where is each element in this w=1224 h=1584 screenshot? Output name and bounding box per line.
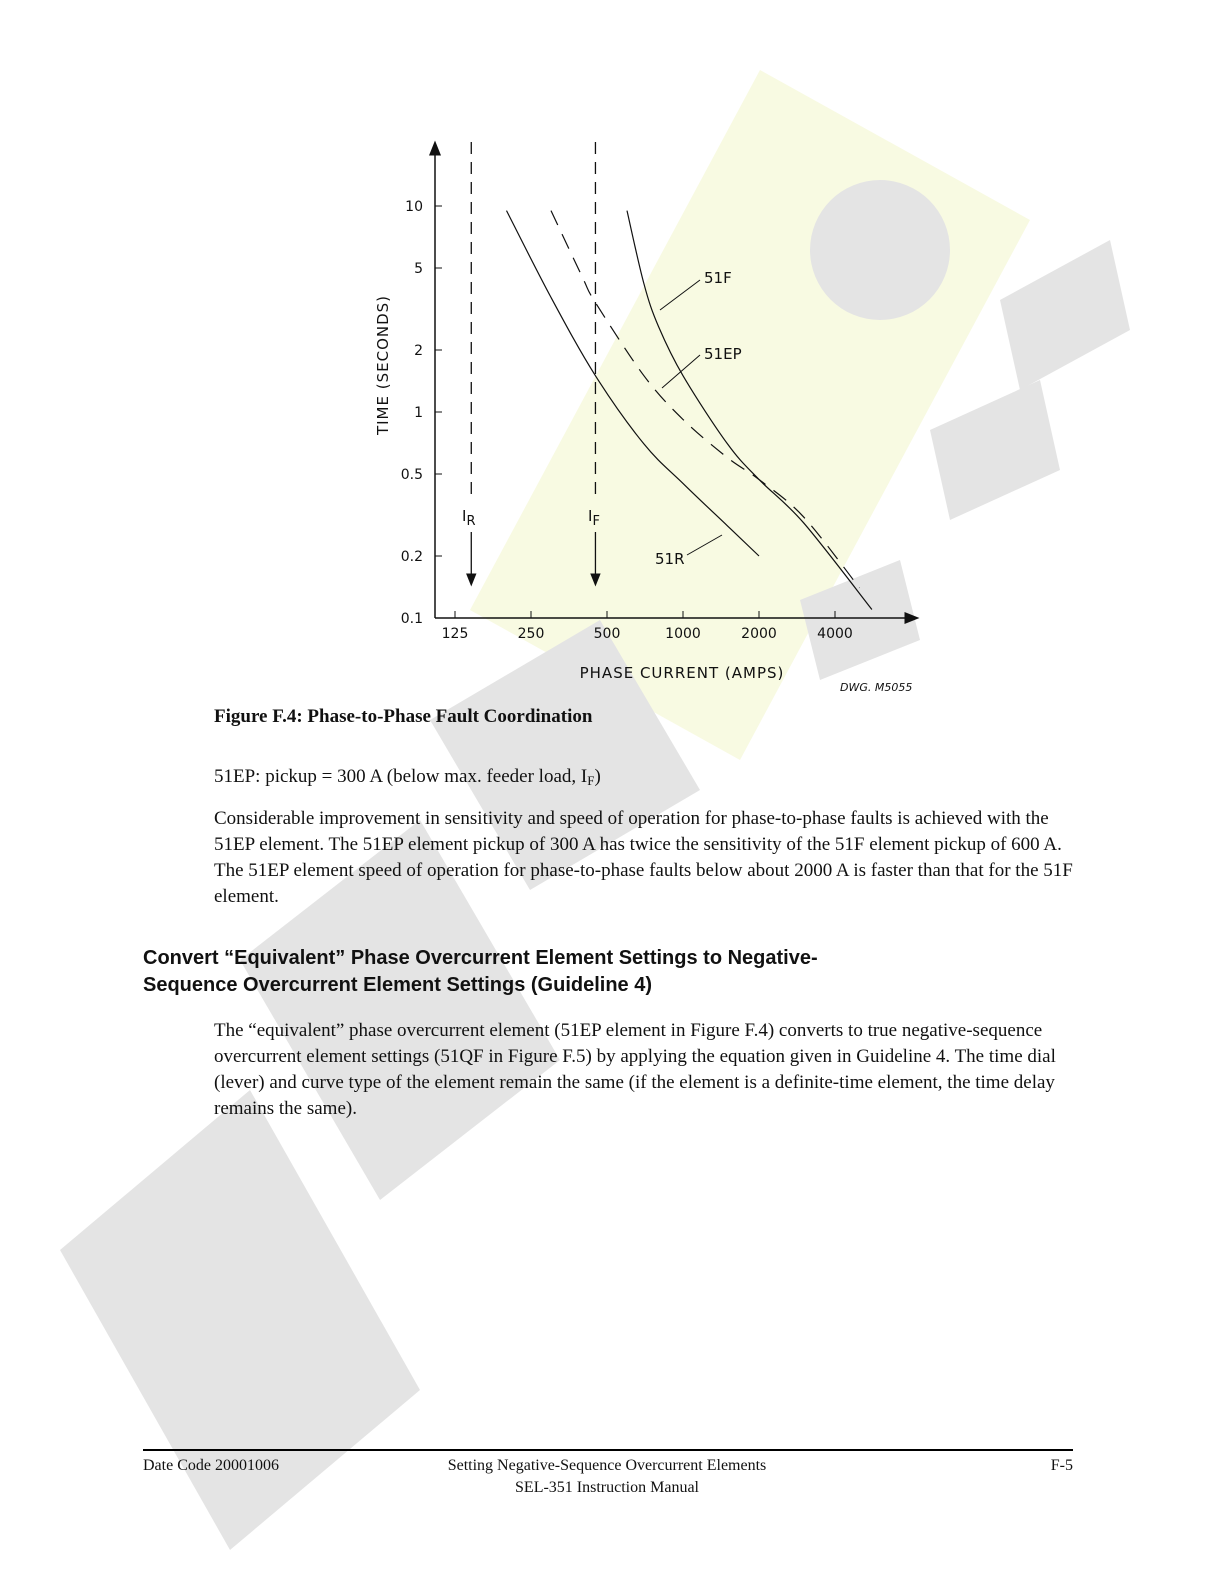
y-tick-label: 0.5 (400, 467, 423, 484)
leader-51f (660, 280, 700, 310)
chart-ticks (401, 199, 853, 642)
heading-line-1: Convert “Equivalent” Phase Overcurrent Element Settings to Negative- (143, 947, 818, 969)
chart-curves (507, 211, 872, 610)
footer-title-line-2: SEL-351 Instruction Manual (515, 1479, 699, 1496)
footer-date-code: Date Code 20001006 (143, 1457, 279, 1474)
x-tick-label: 125 (441, 626, 469, 642)
curve-51ep (551, 211, 860, 588)
vertical-markers (471, 142, 595, 580)
label-51f: 51F (704, 269, 732, 287)
marker-label-if: IF (588, 507, 600, 529)
drawing-number: DWG. M5055 (840, 681, 913, 694)
y-tick-label: 0.2 (400, 548, 423, 565)
x-axis-label: PHASE CURRENT (AMPS) (579, 664, 785, 682)
marker-label-ir: IR (462, 507, 476, 529)
leader-51ep (662, 355, 700, 388)
pickup-close: ) (594, 766, 601, 787)
x-tick-label: 1000 (665, 626, 701, 642)
footer-rule (143, 1449, 1073, 1451)
y-tick-label: 2 (414, 342, 423, 359)
chart-axes (435, 148, 912, 618)
footer-title-line-1: Setting Negative-Sequence Overcurrent Elements (447, 1457, 767, 1474)
footer-title (343, 1455, 871, 1499)
curve-51r (507, 211, 760, 556)
paragraph-equivalent-conversion: The “equivalent” phase overcurrent element (51EP element in Figure F.4) converts to true negative-sequence overcurrent element settings (51QF in Figure F.5) by applying the equation given in Guideline 4. The time dial (lever) and curve type of the element remain the same (if the element is a definite-time element, the time delay remains the same). (214, 1020, 1056, 1119)
y-tick-label: 5 (414, 261, 423, 278)
y-tick-label: 0.1 (400, 611, 423, 627)
pickup-subscript: F (587, 773, 595, 788)
pickup-line (214, 764, 1074, 790)
y-tick-label: 1 (414, 405, 423, 421)
coordination-chart (350, 130, 950, 700)
x-tick-label: 2000 (741, 626, 777, 642)
paragraph-51ep-improvement: Considerable improvement in sensitivity and speed of operation for phase-to-phase faults is achieved with the 51EP element. The 51EP element pickup of 300 A has twice the sensitivity of the 51F element pickup of 600 A. The 51EP element speed of operation for phase-to-phase faults below about 2000 A is faster than that for the 51F element. (214, 808, 1073, 907)
x-tick-label: 250 (517, 626, 545, 642)
figure-caption: Figure F.4: Phase-to-Phase Fault Coordination (214, 706, 593, 727)
heading-line-2: Sequence Overcurrent Element Settings (Guideline 4) (143, 974, 653, 996)
x-tick-label: 4000 (817, 626, 853, 642)
footer-page-number: F-5 (1050, 1457, 1073, 1474)
x-tick-label: 500 (593, 626, 621, 642)
label-51ep: 51EP (704, 345, 742, 363)
section-heading (143, 945, 943, 999)
leader-51r (687, 535, 722, 555)
label-51r: 51R (655, 550, 685, 568)
pickup-text: 51EP: pickup = 300 A (below max. feeder load, I (214, 766, 588, 787)
y-axis-label: TIME (SECONDS) (374, 294, 392, 436)
y-tick-label: 10 (405, 199, 423, 215)
watermark-shape-4 (1000, 240, 1130, 390)
